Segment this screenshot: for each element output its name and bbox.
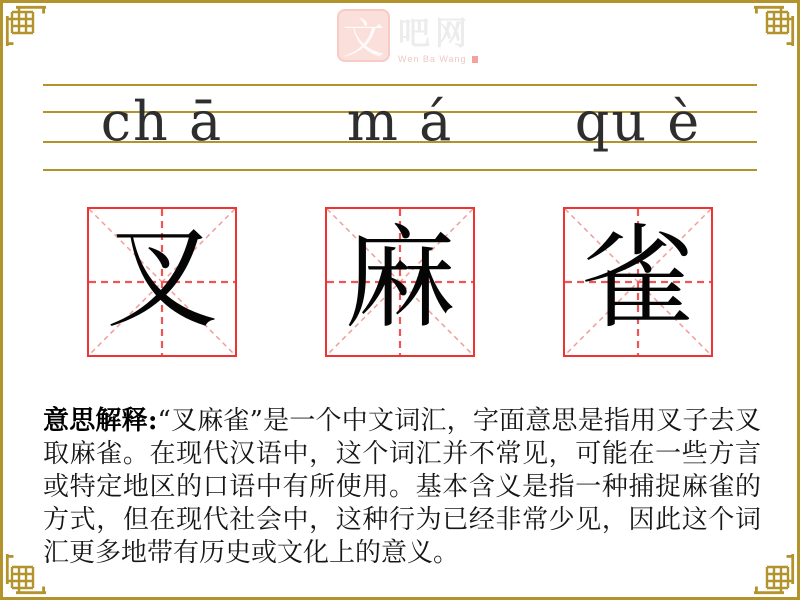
definition-label: 意思解释: xyxy=(43,406,158,436)
hanzi-character: 麻 xyxy=(344,214,456,344)
pinyin-syllable: qu è xyxy=(574,90,702,153)
pinyin-syllable: m á xyxy=(346,90,454,153)
hanzi-box xyxy=(87,207,237,357)
hanzi-box xyxy=(563,207,713,357)
pinyin-syllable: ch ā xyxy=(100,90,224,153)
watermark-red-square-icon xyxy=(472,56,478,63)
pinyin-staff-line xyxy=(43,169,757,171)
site-watermark xyxy=(337,9,478,64)
definition-text: “叉麻雀”是一个中文词汇，字面意思是指用叉子去叉取麻雀。在现代汉语中，这个词汇并不常见，可能在一些方言或特定地区的口语中有所使用。基本含义是指一种捕捉麻雀的方式，但在现代社会中，这种行为已经非常少见，因此这个词汇更多地带有历史或文化上的意义。 xyxy=(43,406,761,568)
watermark-site-name: 吧网 xyxy=(398,14,473,52)
hanzi-character: 叉 xyxy=(106,214,218,344)
watermark-site-pinyin xyxy=(398,54,478,64)
corner-ornament-top-left xyxy=(0,0,46,46)
pinyin-staff-line xyxy=(43,84,757,86)
definition-paragraph xyxy=(43,405,761,570)
corner-ornament-bottom-left xyxy=(0,554,46,600)
corner-ornament-top-right xyxy=(754,0,800,46)
hanzi-character: 雀 xyxy=(582,214,694,344)
watermark-text-block xyxy=(398,9,478,64)
hanzi-box xyxy=(325,207,475,357)
seal-character: 文 xyxy=(342,13,385,63)
watermark-pinyin-text: Wen Ba Wang xyxy=(398,54,467,64)
seal-logo-icon xyxy=(337,9,390,62)
